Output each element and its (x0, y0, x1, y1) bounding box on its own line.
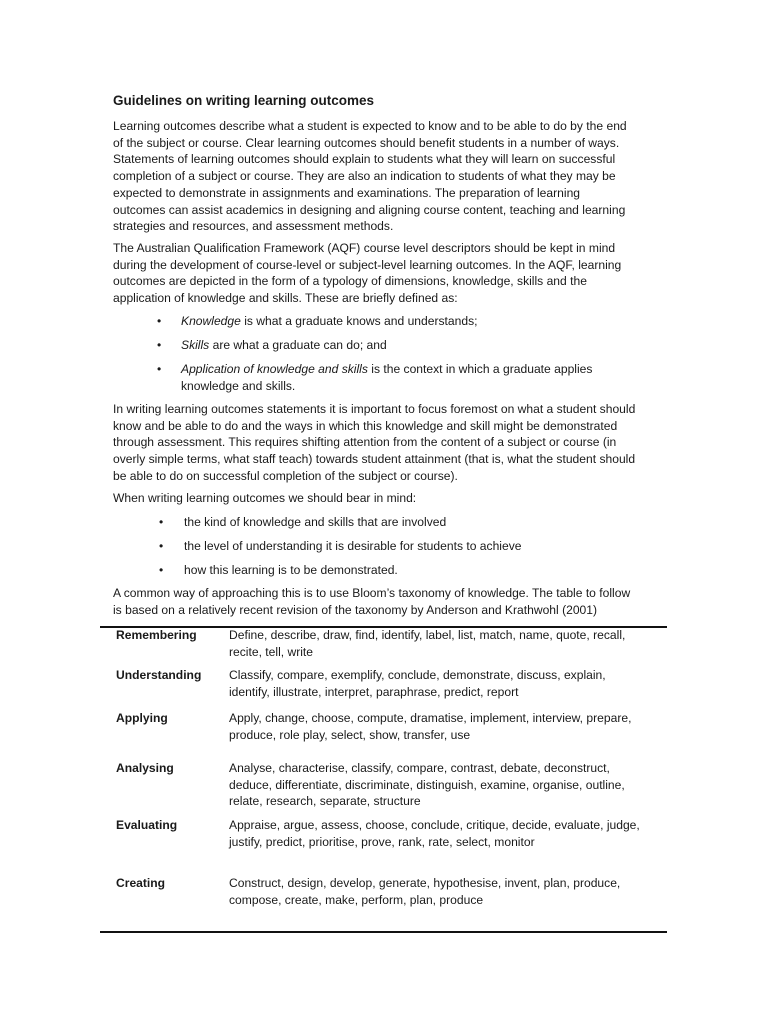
table-term: Creating (116, 876, 166, 890)
text-line: relate, research, separate, structure (229, 794, 421, 809)
table-verbs (229, 760, 625, 810)
list-item: the level of understanding it is desirable for students to achieve (184, 539, 522, 553)
text-line: through assessment. This requires shifting attention from the content of a subject or course (in (113, 435, 617, 450)
list-item (181, 361, 592, 394)
list-item: how this learning is to be demonstrated. (184, 563, 398, 577)
text-line: Define, describe, draw, find, identify, label, list, match, name, quote, recall, (229, 628, 626, 642)
text-line: strategies and resources, and assessment methods. (113, 219, 394, 234)
text-line: completion of a subject or course. They are also an indication to students of what they may be (113, 169, 616, 184)
text-line: Classify, compare, exemplify, conclude, demonstrate, discuss, explain, (229, 668, 606, 682)
bullet-term: Knowledge (181, 314, 241, 328)
table-verbs (229, 627, 625, 660)
bullet-text: is what a graduate knows and understands; (240, 314, 478, 328)
table-verbs (229, 817, 640, 850)
table-term: Evaluating (116, 818, 178, 832)
text-line: Statements of learning outcomes should explain to students what they will learn on successful (113, 152, 616, 167)
text-line: outcomes can assist academics in designing and aligning course content, teaching and learning (113, 202, 626, 217)
bullet-term: Skills (181, 338, 210, 352)
text-line: When writing learning outcomes we should bear in mind: (113, 491, 417, 505)
bullet-text: are what a graduate can do; and (209, 338, 387, 352)
focus-paragraph (113, 401, 635, 485)
bullet-term: Application of knowledge and skills (181, 362, 368, 376)
text-line: compose, create, make, perform, plan, produce (229, 892, 484, 907)
bloom-paragraph (113, 585, 630, 618)
bullet-icon: • (157, 314, 162, 328)
bullet-text-continued: knowledge and skills. (181, 378, 296, 393)
table-bottom-rule (100, 931, 667, 933)
text-line: expected to demonstrate in assignments and examinations. The preparation of learning (113, 185, 581, 200)
bullet-icon: • (159, 539, 164, 553)
text-line: justify, predict, prioritise, prove, rank, rate, select, monitor (229, 834, 535, 849)
table-term: Remembering (116, 628, 197, 642)
table-term: Applying (116, 711, 168, 725)
bullet-icon: • (157, 338, 162, 352)
aqf-paragraph (113, 240, 621, 307)
text-line: be able to do on successful completion of the subject or course). (113, 468, 458, 483)
text-line: The Australian Qualification Framework (AQF) course level descriptors should be kept in mind (113, 241, 616, 255)
text-line: deduce, differentiate, discriminate, distinguish, examine, organise, outline, (229, 777, 625, 792)
text-line: during the development of course-level or subject-level learning outcomes. In the AQF, learning (113, 257, 622, 272)
bullet-text: is the context in which a graduate applies (367, 362, 593, 376)
list-item: the kind of knowledge and skills that are involved (184, 515, 447, 529)
bullet-icon: • (159, 515, 164, 529)
text-line: identify, illustrate, interpret, paraphrase, predict, report (229, 684, 519, 699)
text-line: overly simple terms, what staff teach) towards student attainment (that is, what the student should (113, 452, 636, 467)
text-line: Analyse, characterise, classify, compare, contrast, debate, deconstruct, (229, 761, 610, 775)
list-item (181, 313, 478, 330)
text-line: produce, role play, select, show, transfer, use (229, 727, 471, 742)
table-verbs (229, 667, 606, 700)
table-verbs (229, 875, 620, 908)
table-term: Analysing (116, 761, 174, 775)
text-line: recite, tell, write (229, 644, 314, 659)
text-line: Learning outcomes describe what a student is expected to know and to be able to do by the end (113, 119, 627, 133)
text-line: In writing learning outcomes statements it is important to focus foremost on what a student should (113, 402, 636, 416)
table-verbs (229, 710, 631, 743)
text-line: is based on a relatively recent revision of the taxonomy by Anderson and Krathwohl (2001) (113, 602, 598, 617)
intro-paragraph (113, 118, 627, 235)
text-line: outcomes are depicted in the form of a typology of dimensions, knowledge, skills and the (113, 274, 587, 289)
text-line: of the subject or course. Clear learning outcomes should benefit students in a number of ways. (113, 135, 620, 150)
text-line: Apply, change, choose, compute, dramatise, implement, interview, prepare, (229, 711, 632, 725)
text-line: Appraise, argue, assess, choose, conclude, critique, decide, evaluate, judge, (229, 818, 640, 832)
bullet-icon: • (159, 563, 164, 577)
text-line: Construct, design, develop, generate, hypothesise, invent, plan, produce, (229, 876, 621, 890)
page-title: Guidelines on writing learning outcomes (113, 93, 375, 108)
text-line: know and be able to do and the ways in which this knowledge and skill might be demonstrated (113, 418, 618, 433)
bear-in-mind-paragraph (113, 490, 416, 507)
table-term: Understanding (116, 668, 202, 682)
text-line: application of knowledge and skills. These are briefly defined as: (113, 291, 458, 306)
text-line: A common way of approaching this is to use Bloom’s taxonomy of knowledge. The table to follow (113, 586, 631, 600)
bullet-icon: • (157, 362, 162, 376)
list-item (181, 337, 387, 354)
